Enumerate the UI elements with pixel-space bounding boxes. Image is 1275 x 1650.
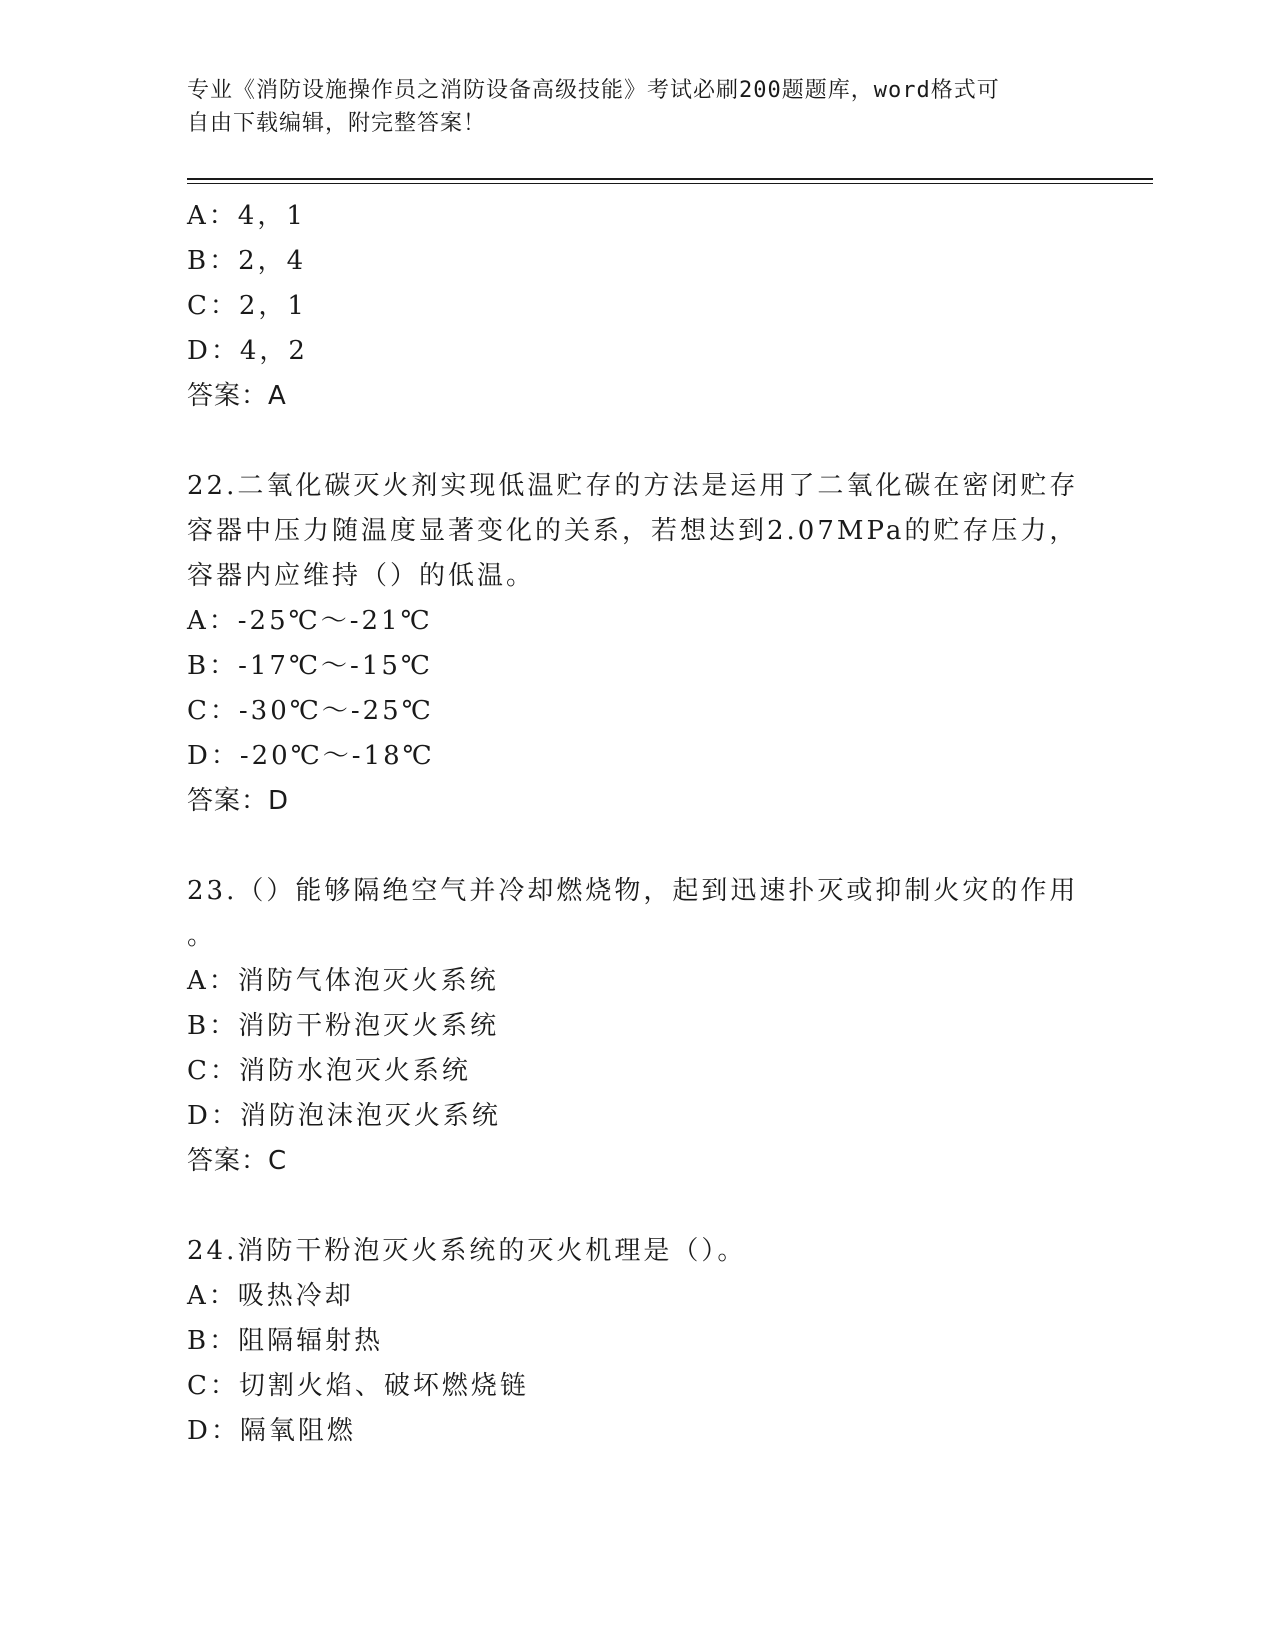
- header-line-1: 专业《消防设施操作员之消防设备高级技能》考试必刷200题题库，word格式可: [187, 78, 1000, 103]
- header-line-2: 自由下载编辑，附完整答案！: [187, 111, 487, 136]
- option-c: C：2，1: [187, 291, 307, 321]
- option-a: A：消防气体泡灭火系统: [187, 966, 499, 996]
- header-divider: [187, 178, 1153, 180]
- option-d: D：隔氧阻燃: [187, 1416, 356, 1446]
- option-c: C：-30℃～-25℃: [187, 696, 434, 726]
- option-c: C：消防水泡灭火系统: [187, 1056, 471, 1086]
- option-d: D：消防泡沫泡灭火系统: [187, 1101, 501, 1131]
- question-text: 容器中压力随温度显著变化的关系，若想达到2.07MPa的贮存压力，: [187, 516, 1079, 546]
- option-b: B：2，4: [187, 246, 307, 276]
- answer: 答案：D: [187, 786, 290, 816]
- option-c: C：切割火焰、破坏燃烧链: [187, 1371, 529, 1401]
- option-b: B：阻隔辐射热: [187, 1326, 384, 1356]
- option-b: B：消防干粉泡灭火系统: [187, 1011, 500, 1041]
- answer: 答案：A: [187, 381, 287, 411]
- question-text: 23.（）能够隔绝空气并冷却燃烧物，起到迅速扑灭或抑制火灾的作用: [187, 876, 1079, 906]
- question-text: 容器内应维持（）的低温。: [187, 561, 536, 591]
- header-divider-thin: [187, 183, 1153, 184]
- answer: 答案：C: [187, 1146, 288, 1176]
- option-a: A：4，1: [187, 201, 306, 231]
- question-text: 24.消防干粉泡灭火系统的灭火机理是（）。: [187, 1236, 747, 1266]
- question-text: 。: [187, 921, 217, 951]
- document-header: [187, 74, 1087, 140]
- option-d: D：4，2: [187, 336, 308, 366]
- question-text: 22.二氧化碳灭火剂实现低温贮存的方法是运用了二氧化碳在密闭贮存: [187, 471, 1079, 501]
- option-b: B：-17℃～-15℃: [187, 651, 434, 681]
- option-a: A：吸热冷却: [187, 1281, 354, 1311]
- option-a: A：-25℃～-21℃: [187, 606, 433, 636]
- option-d: D：-20℃～-18℃: [187, 741, 435, 771]
